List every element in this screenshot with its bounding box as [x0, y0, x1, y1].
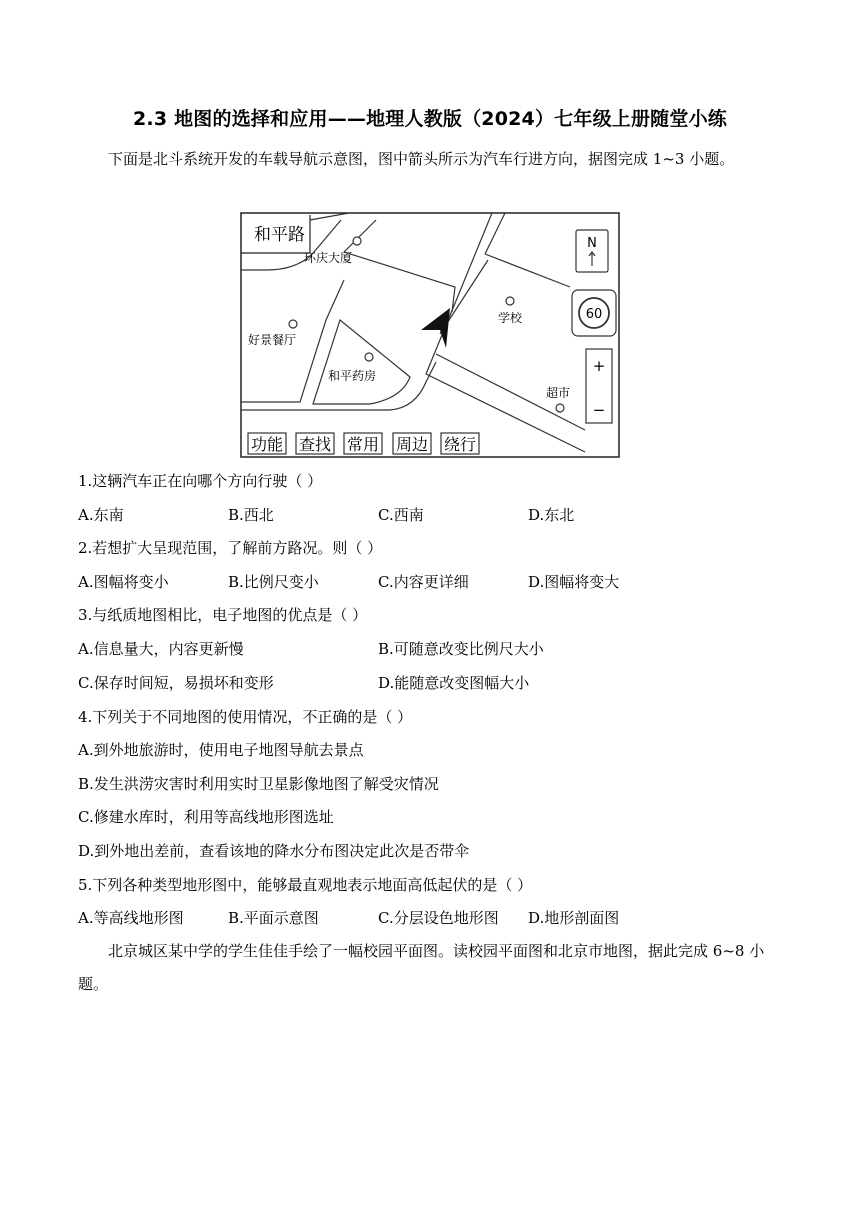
zoom-out-button[interactable]: −: [592, 401, 606, 419]
q5-option-b[interactable]: B.平面示意图: [228, 909, 319, 927]
nav-button-nearby[interactable]: 周边: [395, 435, 429, 454]
q4-option-a[interactable]: A.到外地旅游时，使用电子地图导航去景点: [78, 741, 364, 759]
zoom-in-button[interactable]: +: [592, 357, 606, 375]
q1-option-a[interactable]: A.东南: [78, 506, 124, 524]
nav-button-detour[interactable]: 绕行: [443, 435, 477, 454]
poi-supermarket-label: 超市: [546, 386, 571, 400]
question-4-stem: 4.下列关于不同地图的使用情况，不正确的是（ ）: [78, 708, 413, 726]
q2-option-d[interactable]: D.图幅将变大: [528, 573, 620, 591]
nav-button-search[interactable]: 查找: [298, 435, 332, 454]
speed-limit-text: 60: [585, 307, 603, 322]
q2-option-a[interactable]: A.图幅将变小: [78, 573, 169, 591]
north-indicator: [576, 230, 608, 272]
poi-pharmacy-label: 和平药房: [328, 369, 377, 383]
road-name-label: 和平路: [254, 225, 305, 245]
intro-paragraph-2: 北京城区某中学的学生佳佳手绘了一幅校园平面图。读校园平面图和北京市地图，据此完成 6~8 小题。: [78, 942, 765, 993]
question-2-stem: 2.若想扩大呈现范围，了解前方路况。则（ ）: [78, 539, 383, 557]
q3-option-a[interactable]: A.信息量大，内容更新慢: [78, 640, 244, 658]
intro-paragraph-1: 下面是北斗系统开发的车载导航示意图，图中箭头所示为汽车行进方向，据图完成 1~3 小题。: [108, 150, 735, 168]
q1-option-b[interactable]: B.西北: [228, 506, 274, 524]
q4-option-d[interactable]: D.到外地出差前，查看该地的降水分布图决定此次是否带伞: [78, 842, 470, 860]
north-label: N: [587, 236, 597, 251]
question-1-stem: 1.这辆汽车正在向哪个方向行驶（ ）: [78, 472, 323, 490]
page-title: 2.3 地图的选择和应用——地理人教版（2024）七年级上册随堂小练: [133, 108, 727, 130]
nav-button-frequent[interactable]: 常用: [346, 435, 380, 454]
q5-option-d[interactable]: D.地形剖面图: [528, 909, 620, 927]
q3-option-c[interactable]: C.保存时间短，易损坏和变形: [78, 674, 274, 692]
poi-huanqing-label: 环庆大厦: [304, 251, 353, 265]
navigation-map: [240, 212, 620, 458]
q3-option-b[interactable]: B.可随意改变比例尺大小: [378, 640, 544, 658]
nav-button-function[interactable]: 功能: [250, 435, 284, 454]
poi-restaurant-label: 好景餐厅: [248, 333, 297, 347]
q5-option-a[interactable]: A.等高线地形图: [78, 909, 184, 927]
speed-limit-sign: [572, 290, 616, 336]
q4-option-b[interactable]: B.发生洪涝灾害时利用实时卫星影像地图了解受灾情况: [78, 775, 439, 793]
nav-button-bar: [248, 433, 479, 454]
question-3-stem: 3.与纸质地图相比，电子地图的优点是（ ）: [78, 606, 368, 624]
q2-option-c[interactable]: C.内容更详细: [378, 573, 469, 591]
zoom-control[interactable]: [586, 349, 612, 423]
q1-option-d[interactable]: D.东北: [528, 506, 575, 524]
q5-option-c[interactable]: C.分层设色地形图: [378, 909, 499, 927]
q2-option-b[interactable]: B.比例尺变小: [228, 573, 319, 591]
q1-option-c[interactable]: C.西南: [378, 506, 424, 524]
question-5-stem: 5.下列各种类型地形图中，能够最直观地表示地面高低起伏的是（ ）: [78, 876, 533, 894]
poi-school-label: 学校: [498, 311, 523, 325]
q3-option-d[interactable]: D.能随意改变图幅大小: [378, 674, 530, 692]
q4-option-c[interactable]: C.修建水库时，利用等高线地形图选址: [78, 808, 334, 826]
